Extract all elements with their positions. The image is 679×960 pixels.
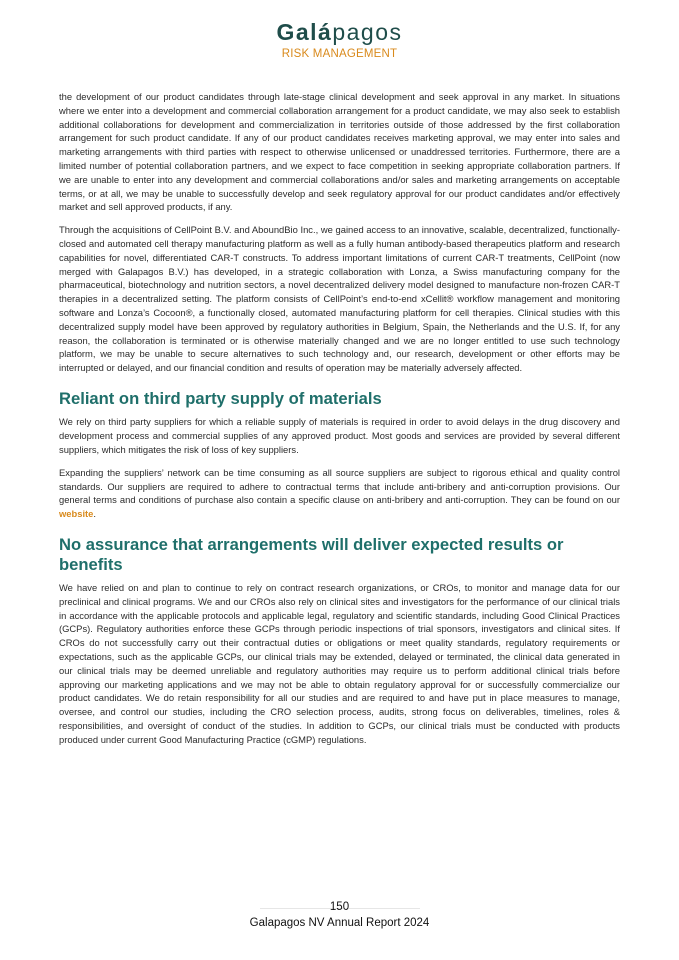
sentence-end: . — [93, 508, 96, 520]
paragraph-cellpoint: Through the acquisitions of CellPoint B.V. and AboundBio Inc., we gained access to an innovative, scalable, decentralized, functionally-closed and automated cell therapy manufacturing platform as well as a fully human antibody-based therapeutics platform and research capabilities for novel, differentiated CAR-T constructs. To address important limitations of current CAR-T treatments, CellPoint (now merged with Galapagos B.V.) has developed, in a strategic collaboration with Lonza, a Swiss manufacturing company for the pharmaceutical, biotechnology and nutrition sectors, a novel decentralized delivery model designed to manufacture non-frozen CAR-T therapies in a decentralized setting. The platform consists of CellPoint’s end-to-end xCellit® workflow management and monitoring software and Lonza’s Cocoon®, a functionally closed, automated manufacturing platform for cell therapies. Clinical studies with this decentralized supply model have been approved by regulatory authorities in Belgium, Spain, the Netherlands and the U.S. If, for any reason, the collaboration is terminated or is otherwise materially changed and we are no longer entitled to use such technology platform, we may be unable to secure alternatives to such technology and, our research, development or other efforts may be interrupted or delayed, and our financial condition and results of operation may be materially adversely affected. — [59, 224, 620, 374]
logo-light: pagos — [332, 19, 403, 45]
heading-third-party-supply: Reliant on third party supply of materials — [59, 388, 382, 408]
report-title: Galapagos NV Annual Report 2024 — [249, 917, 430, 929]
page-footer — [0, 901, 679, 929]
main-content — [59, 90, 620, 756]
section-label: RISK MANAGEMENT — [281, 48, 398, 60]
paragraph-cros: We have relied on and plan to continue to rely on contract research organizations, or CROs, to monitor and manage data for our preclinical and clinical programs. We and our CROs also rely on clinical sites and investigators for the performance of our clinical trials in accordance with the applicable protocols and applicable legal, regulatory and scientific standards, including Good Clinical Practices (GCPs). Regulatory authorities enforce these GCPs through periodic inspections of trial sponsors, investigators and clinical sites. If CROs do not successfully carry out their contractual duties or obligations or meet quality standards, regulatory requirements or expectations, such as the applicable GCPs, our clinical trials may be extended, delayed or terminated, the clinical data generated in our clinical trials may be deemed unreliable and regulatory authorities may require us to perform additional clinical trials before approving our marketing applications and we may not be able to obtain regulatory approval for or successfully commercialize our product candidates. We do retain responsibility for all our studies and are required to and have put in place measures to manage, oversee, and control our studies, including the CRO selection process, audits, strong focus on deliverables, timelines, roles & responsibilities, and oversight of conduct of the studies. In addition to GCPs, our clinical trials must be conducted with products produced under current Good Manufacturing Practice (cGMP) regulations. — [59, 582, 620, 745]
page-header — [0, 18, 679, 60]
suppliers-network-text: Expanding the suppliers’ network can be time consuming as all source suppliers are subject to rigorous ethical and quality control standards. Our suppliers are required to adhere to contractual terms that include anti-bribery and anti-corruption provisions. Our general terms and conditions of purchase also contain a specific clause on anti-bribery and anti-corruption. They can be found on our — [59, 466, 620, 506]
paragraph-suppliers-network — [59, 466, 620, 521]
paragraph-suppliers: We rely on third party suppliers for which a reliable supply of materials is required in order to avoid delays in the drug discovery and development process and commercial supplies of any approved product. Most goods and services are provided by several different suppliers, which mitigates the risk of loss of key suppliers. — [59, 416, 620, 456]
heading-no-assurance: No assurance that arrangements will deliver expected results or benefits — [59, 535, 564, 574]
logo-bold: Galá — [276, 19, 333, 45]
galapagos-logo — [0, 18, 679, 46]
page-number: 150 — [329, 901, 350, 913]
website-link[interactable]: website — [59, 508, 94, 520]
paragraph-collaborations: the development of our product candidates through late-stage clinical development and seek approval in any market. In situations where we enter into a development and commercial collaboration arrangement for a product candidate, we may also seek to establish additional collaborations for development and commercialization in territories outside of those addressed by the first collaboration arrangement for such product candidate. If any of our product candidates receives marketing approval, we may enter into sales and marketing arrangements with third parties with respect to otherwise unlicensed or unaddressed territories. Furthermore, there are a limited number of potential collaboration partners, and we expect to face competition in seeking appropriate collaboration partners. If we are unable to enter into any development and commercial collaborations and/or sales and marketing arrangements on acceptable terms, or at all, we may be unable to successfully develop and seek regulatory approval for our product candidates and/or effectively market and sell approved products, if any. — [59, 91, 620, 213]
